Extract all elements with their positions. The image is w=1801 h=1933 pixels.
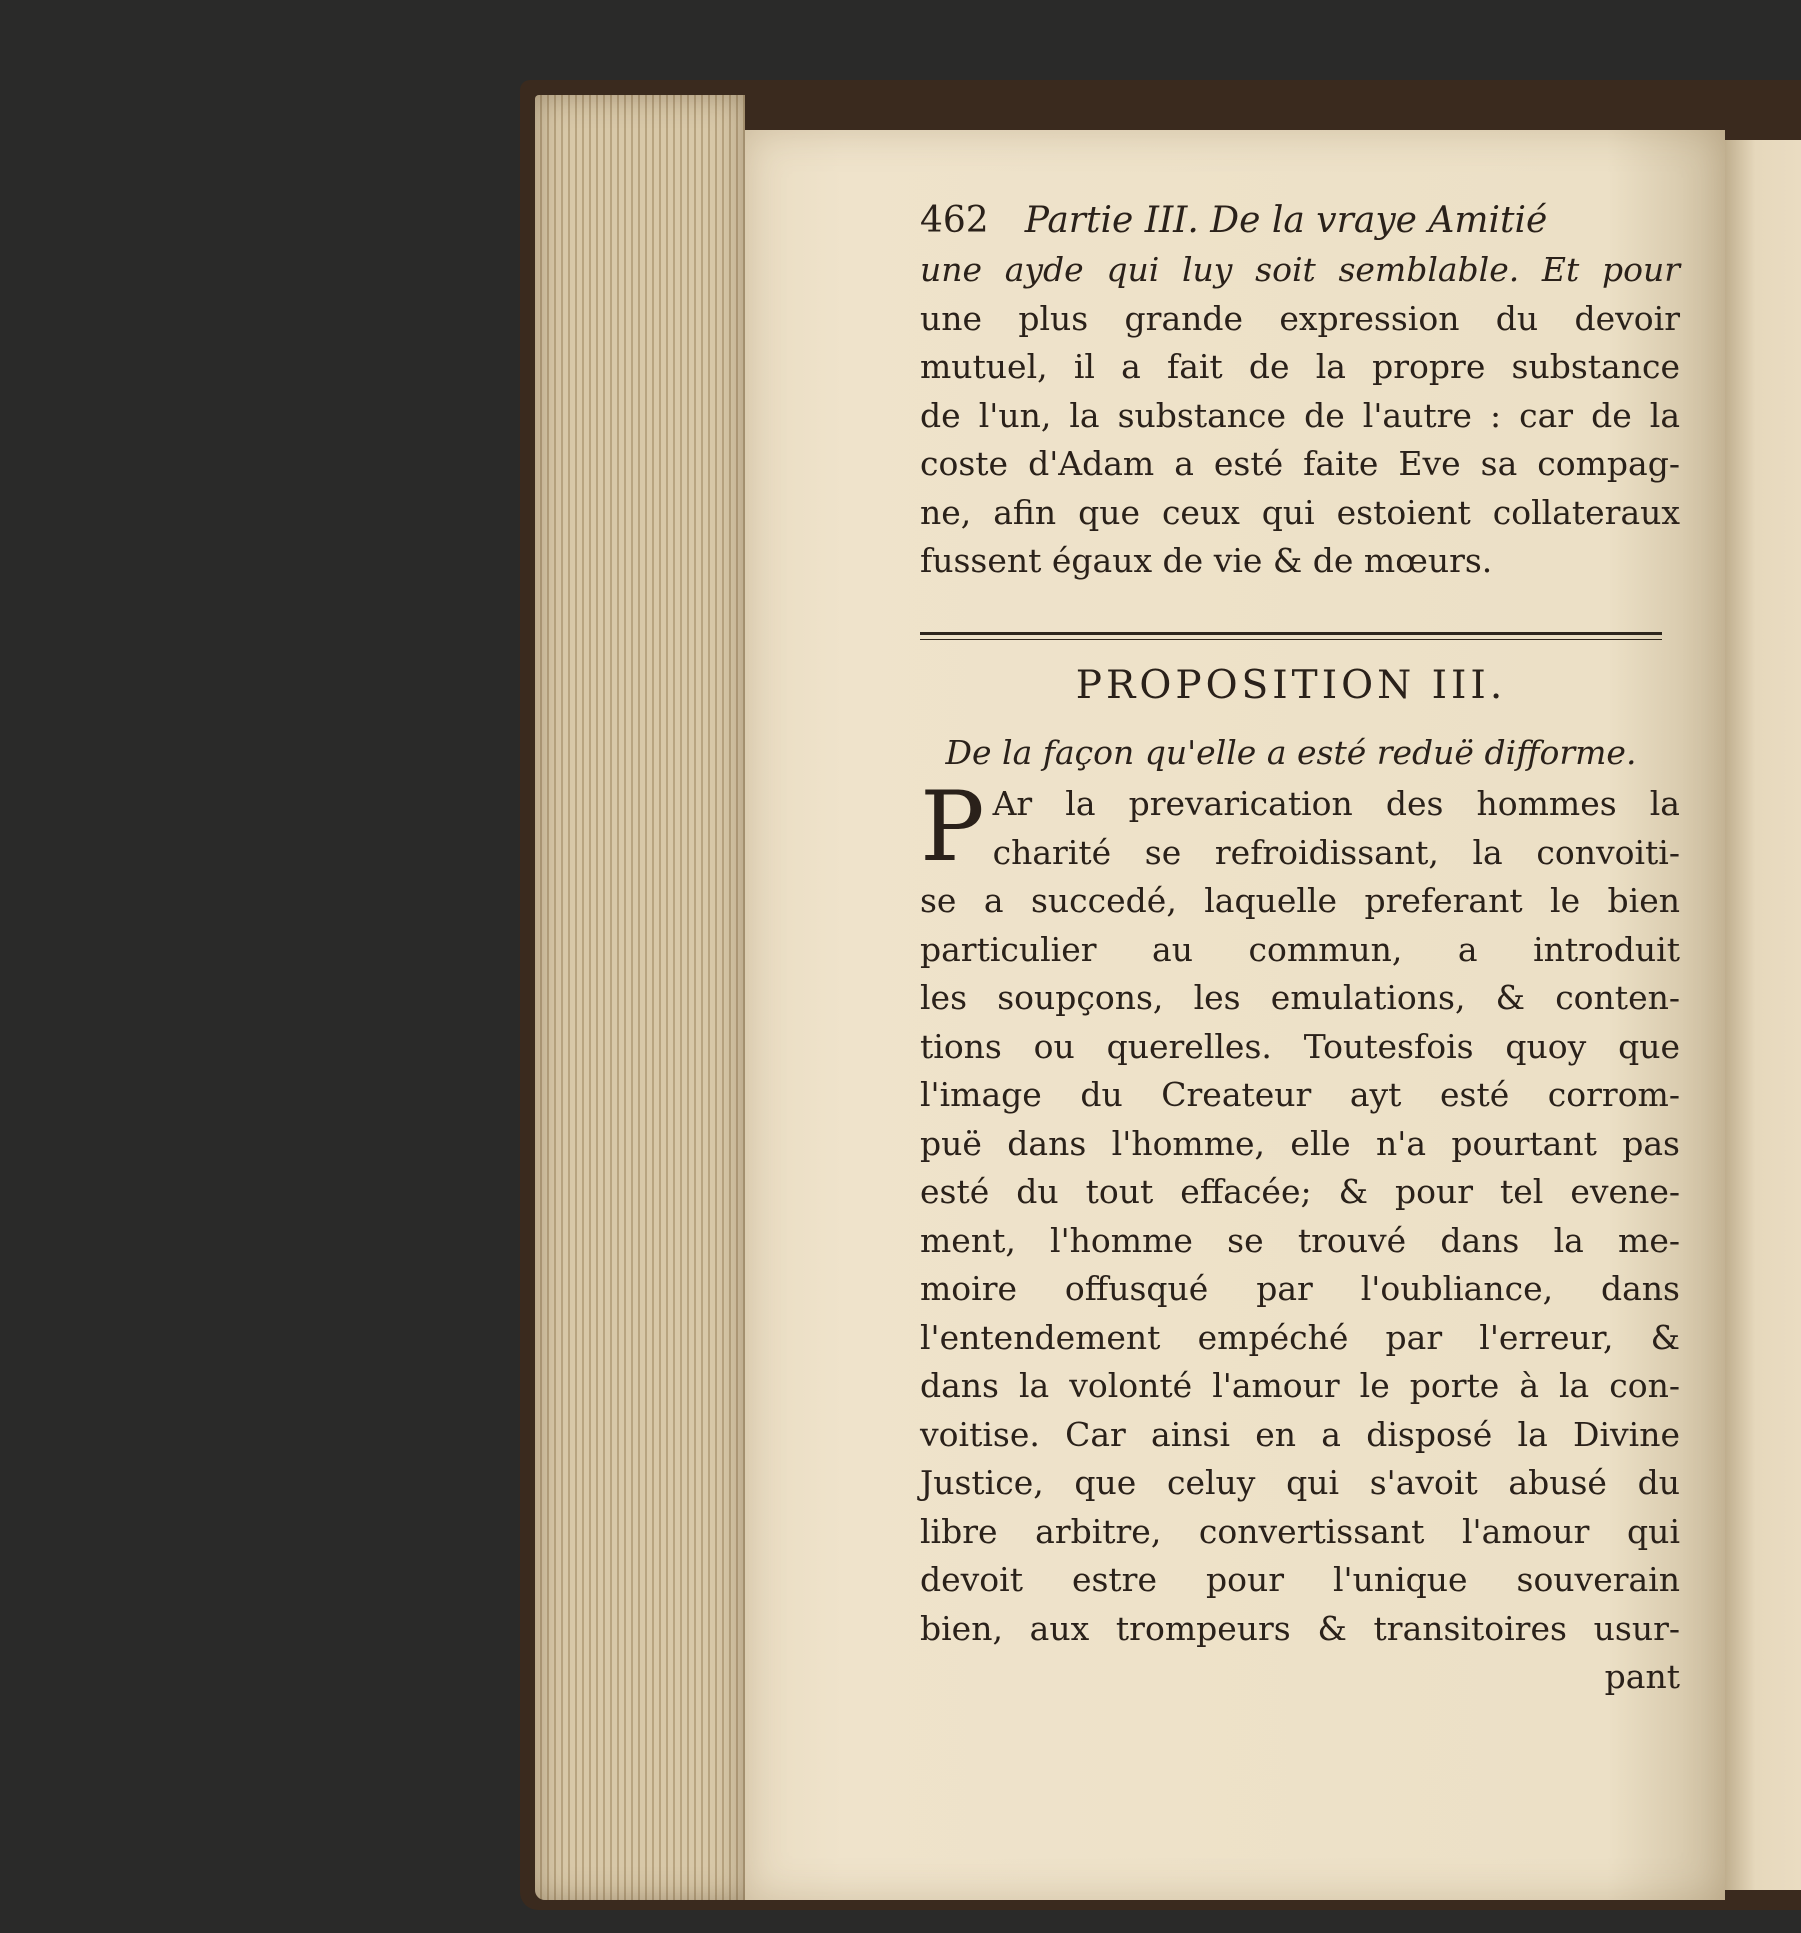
text-line: esté du tout effacée; & pour tel evene- — [920, 1172, 1680, 1211]
section-subtitle: De la façon qu'elle a esté reduë difforme. — [945, 733, 1637, 772]
text-line: moire offusqué par l'oubliance, dans — [920, 1269, 1680, 1308]
text-line: Ar la prevarication des hommes la — [992, 784, 1680, 823]
text-line: fussent égaux de vie & de mœurs. — [920, 541, 1493, 580]
top-paragraph — [920, 246, 1680, 586]
text-line: puë dans l'homme, elle n'a pourtant pas — [920, 1123, 1680, 1163]
running-head-title: Partie III. De la vraye Amitié — [1024, 200, 1548, 241]
text-line: ment, l'homme se trouvé dans la me- — [920, 1220, 1680, 1260]
text-line: tions ou querelles. Toutesfois quoy que — [920, 1026, 1680, 1066]
text-line: mutuel, il a fait de la propre substance — [920, 347, 1680, 386]
text-line: se a succedé, laquelle preferant le bien — [920, 881, 1680, 920]
text-line: voitise. Car ainsi en a disposé la Divine — [920, 1414, 1680, 1454]
page-number: 462 — [920, 200, 989, 241]
drop-cap: P — [920, 771, 985, 883]
text-line: l'entendement empéché par l'erreur, & — [920, 1317, 1680, 1357]
proposition-paragraph — [920, 771, 1680, 1702]
text-line: les soupçons, les emulations, & conten- — [920, 978, 1680, 1017]
text-line: une plus grande expression du devoir — [920, 298, 1680, 338]
text-line: libre arbitre, convertissant l'amour qui — [920, 1511, 1680, 1551]
text-line: une ayde qui luy soit semblable. Et pour — [920, 250, 1680, 289]
page-edges — [535, 95, 745, 1900]
text-line: bien, aux trompeurs & transitoires usur- — [920, 1608, 1680, 1648]
text-line: particulier au commun, a introduit — [920, 929, 1680, 969]
text-line: ne, afin que ceux qui estoient collateraux — [920, 492, 1680, 532]
text-line: dans la volonté l'amour le porte à la con- — [920, 1366, 1680, 1405]
text-line: charité se refroidissant, la convoiti- — [992, 832, 1680, 872]
facing-page-edge — [1725, 140, 1801, 1890]
text-line: de l'un, la substance de l'autre : car de la — [920, 395, 1680, 435]
text-line: l'image du Createur ayt esté corrom- — [920, 1075, 1680, 1114]
text-line: coste d'Adam a esté faite Eve sa compag- — [920, 444, 1680, 483]
section-divider — [920, 632, 1662, 640]
text-line: devoit estre pour l'unique souverain — [920, 1560, 1680, 1599]
running-head — [920, 200, 1680, 241]
section-title: PROPOSITION III. — [1075, 663, 1507, 708]
text-line: Justice, que celuy qui s'avoit abusé du — [920, 1463, 1680, 1502]
catchword: pant — [1604, 1657, 1680, 1696]
